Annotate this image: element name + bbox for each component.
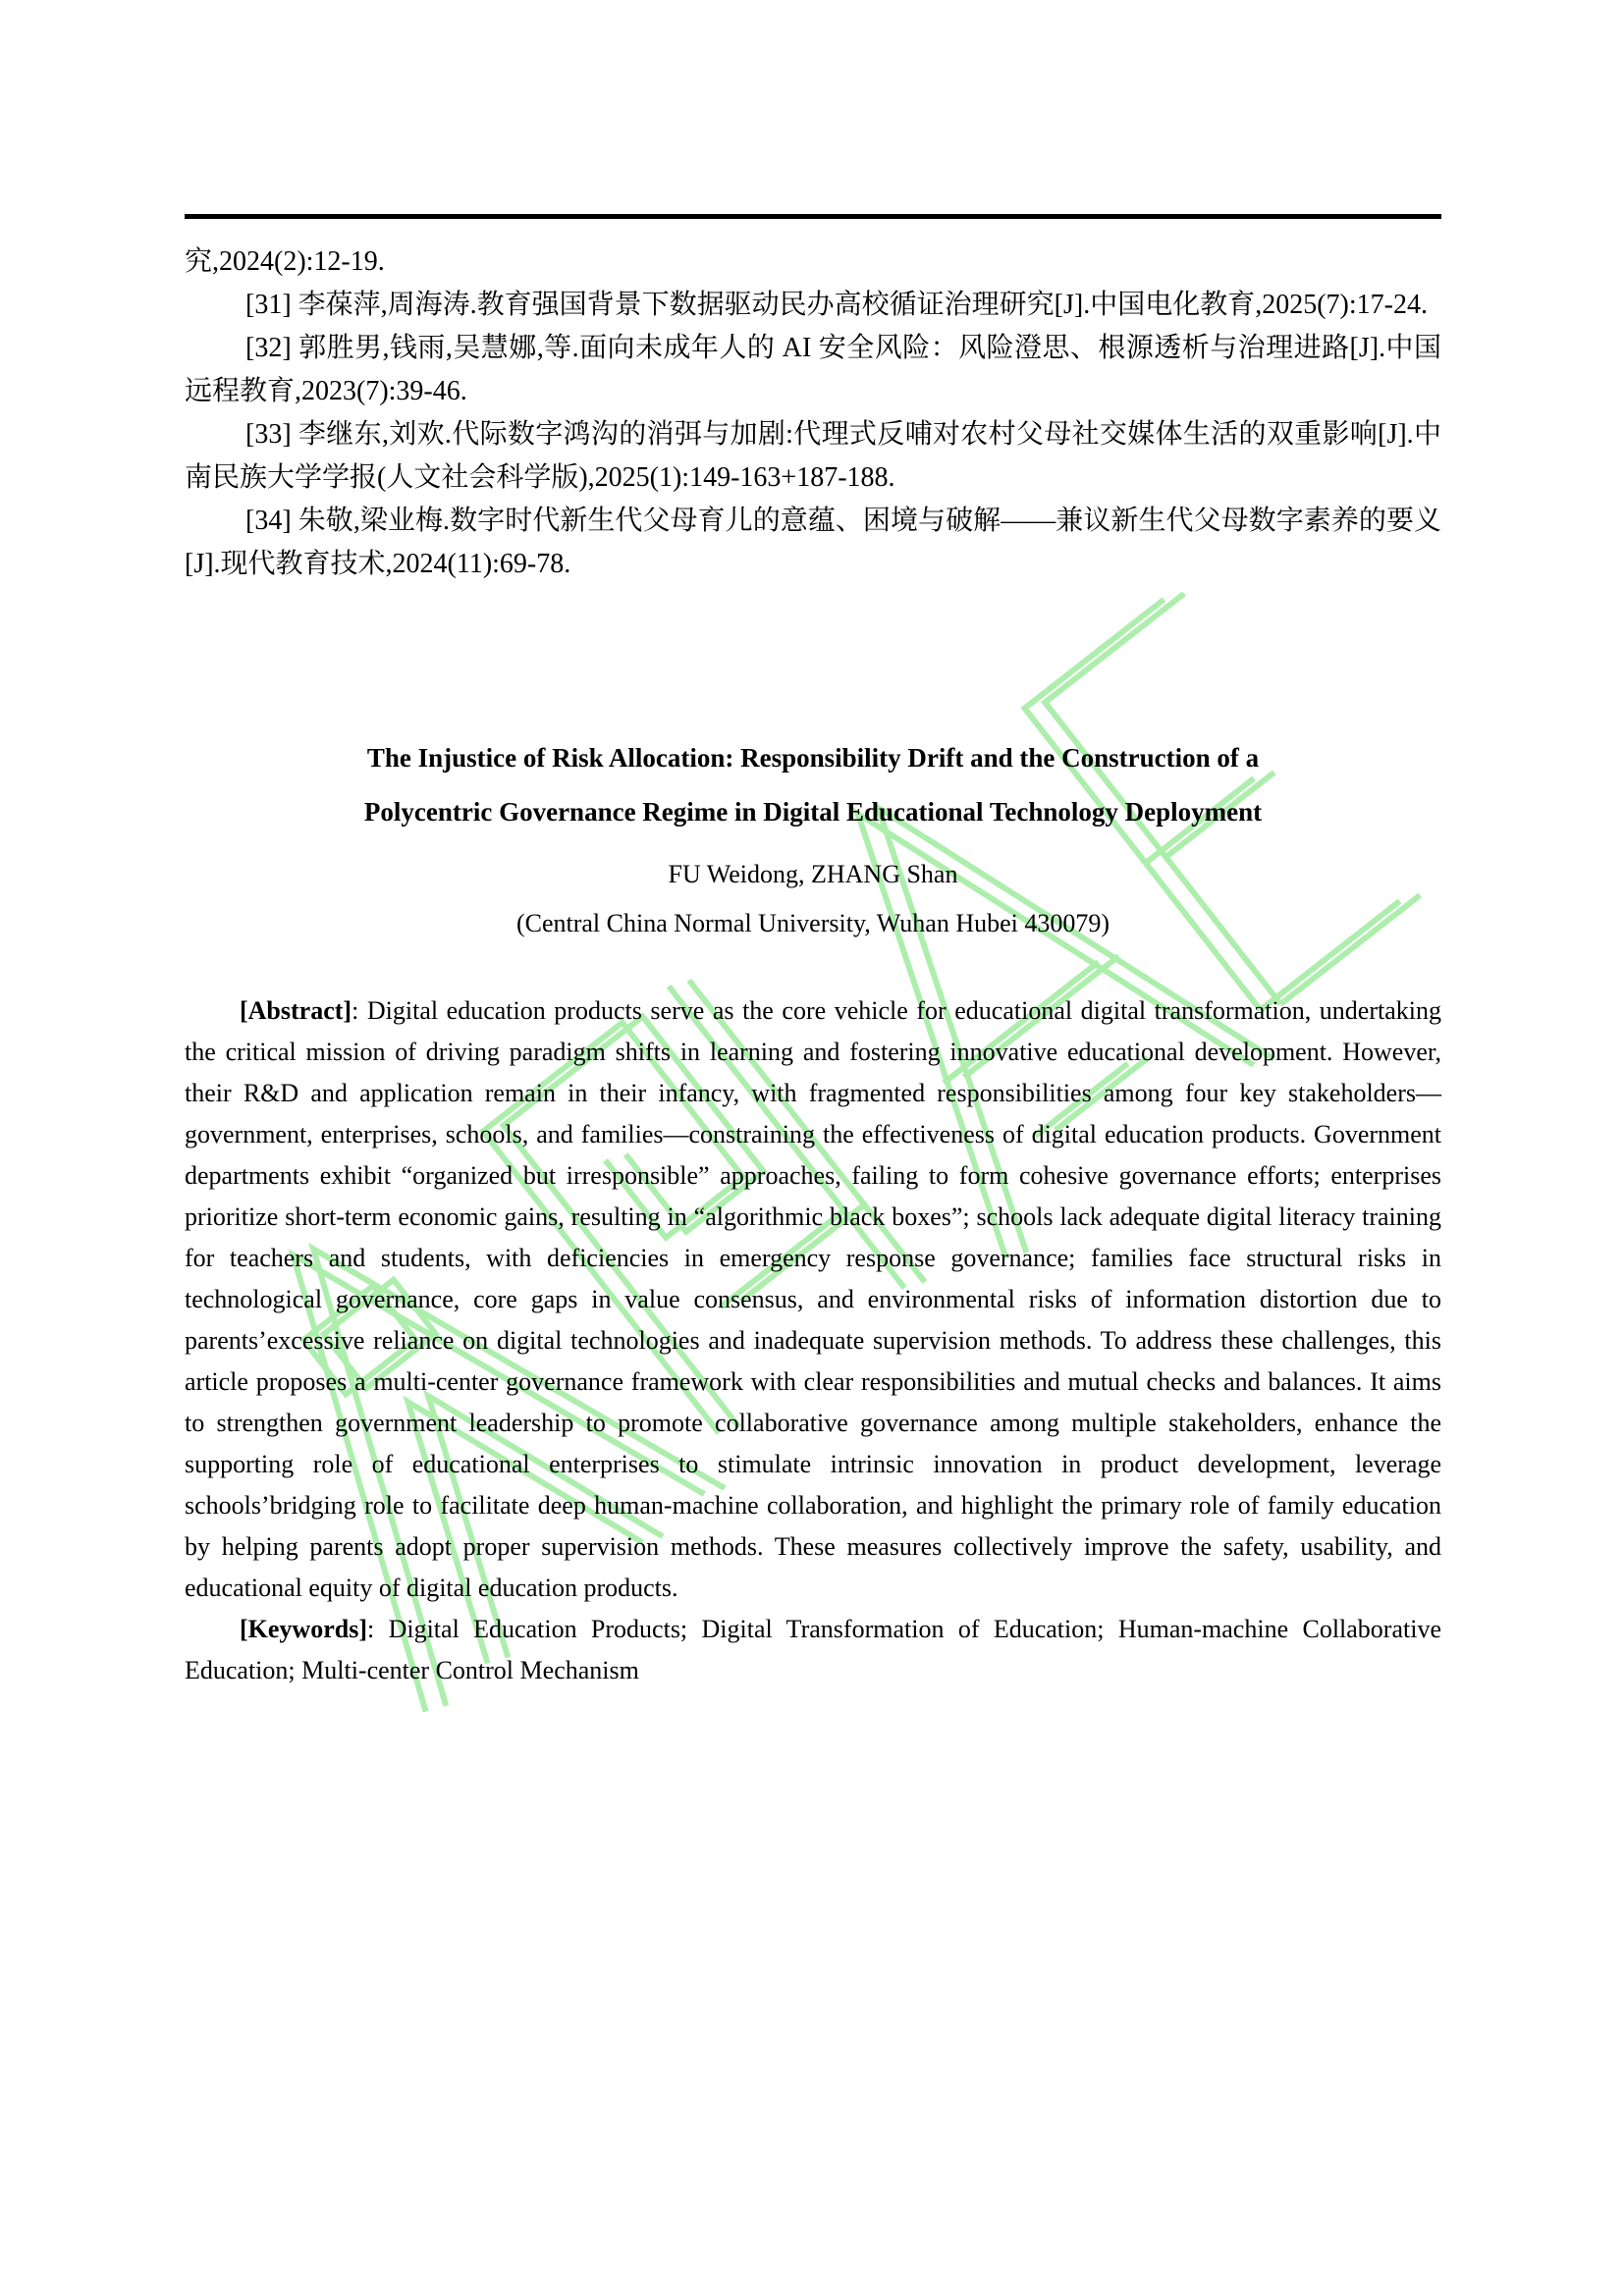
references-section — [185, 240, 1441, 586]
reference-item-31: [31] 李葆萍,周海涛.教育强国背景下数据驱动民办高校循证治理研究[J].中国电化教育,2025(7):17-24. — [245, 290, 1428, 320]
page-content — [185, 214, 1441, 1691]
header-rule — [185, 214, 1441, 219]
reference-item-34: [34] 朱敬,梁业梅.数字时代新生代父母育儿的意蕴、困境与破解——兼议新生代父母数字素养的要义[J].现代教育技术,2024(11):69-78. — [185, 506, 1441, 579]
article-title: The Injustice of Risk Allocation: Responsibility Drift and the Construction of a Polycentric Governance Regime in Digital Educational Technology Deployment — [363, 743, 1263, 827]
abstract-text: : Digital education products serve as the core vehicle for educational digital transformation, undertaking the critical mission of driving paradigm shifts in learning and fostering innovative educational development. However, their R&D and application remain in their infancy, with fragmented responsibilities among four key stakeholders—government, enterprises, schools, and families—constraining the effectiveness of digital education products. Government departments exhibit “organized but irresponsible” approaches, failing to form cohesive governance efforts; enterprises prioritize short-term economic gains, resulting in “algorithmic black boxes”; schools lack adequate digital literacy training for teachers and students, with deficiencies in emergency response governance; families face structural risks in technological governance, core gaps in value consensus, and environmental risks of information distortion due to parents’excessive reliance on digital technologies and inadequate supervision methods. To address these challenges, this article proposes a multi-center governance framework with clear responsibilities and mutual checks and balances. It aims to strengthen government leadership to promote collaborative governance among multiple stakeholders, enhance the supporting role of educational enterprises to stimulate intrinsic innovation in product development, leverage schools’bridging role to facilitate deep human-machine collaboration, and highlight the primary role of family education by helping parents adopt proper supervision methods. These measures collectively improve the safety, usability, and educational equity of digital education products. — [185, 996, 1441, 1602]
keywords-paragraph — [185, 1609, 1441, 1691]
abstract-label: [Abstract] — [240, 996, 352, 1025]
reference-item-32: [32] 郭胜男,钱雨,吴慧娜,等.面向未成年人的 AI 安全风险：风险澄思、根源透析与治理进路[J].中国远程教育,2023(7):39-46. — [185, 333, 1441, 406]
keywords-label: [Keywords] — [240, 1615, 367, 1643]
article-affiliation: (Central China Normal University, Wuhan Hubei 430079) — [515, 909, 1110, 937]
keywords-text: : Digital Education Products; Digital Transformation of Education; Human-machine Collaborative Education; Multi-center Control Mechanism — [185, 1615, 1441, 1684]
reference-continuation: 究,2024(2):12-19. — [185, 246, 385, 277]
abstract-paragraph — [185, 990, 1441, 1609]
article-authors: FU Weidong, ZHANG Shan — [668, 860, 958, 888]
reference-item-33: [33] 李继东,刘欢.代际数字鸿沟的消弭与加剧:代理式反哺对农村父母社交媒体生活的双重影响[J].中南民族大学学报(人文社会科学版),2025(1):149-163+187-188. — [185, 419, 1441, 493]
